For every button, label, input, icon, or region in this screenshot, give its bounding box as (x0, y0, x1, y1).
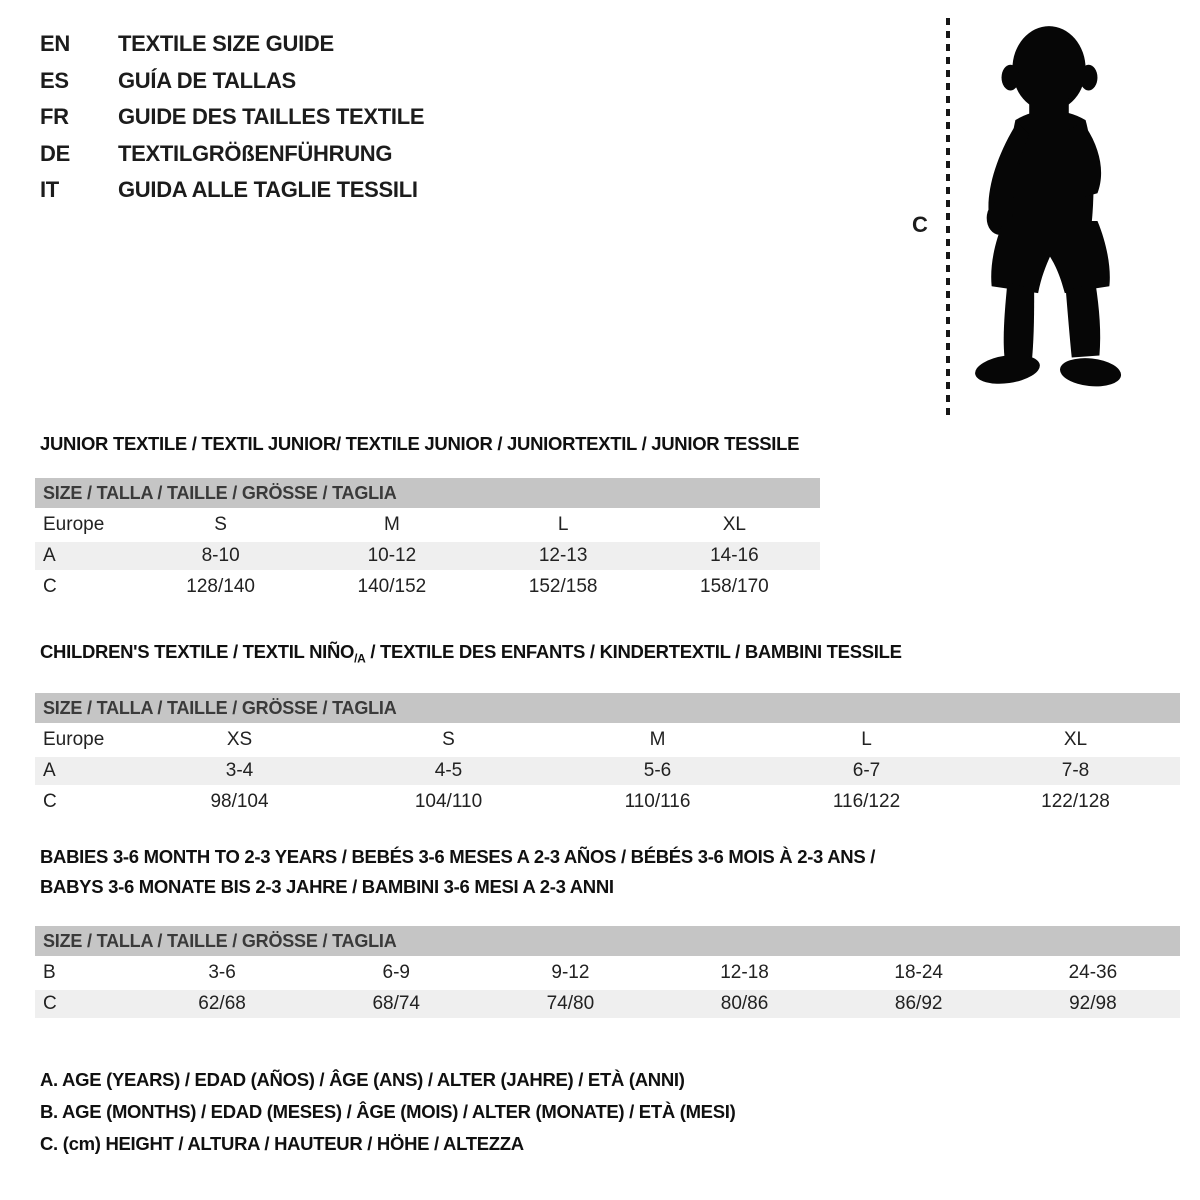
legend-line-a: A. AGE (YEARS) / EDAD (AÑOS) / ÂGE (ANS) / ALTER (JAHRE) / ETÀ (ANNI) (40, 1069, 685, 1090)
language-code: DE (40, 140, 70, 166)
height-cell: 122/128 (1041, 790, 1110, 812)
age-cell: 8-10 (135, 542, 306, 570)
height-dashed-line (946, 18, 950, 418)
height-cell: 98/104 (210, 790, 269, 812)
height-cell: 62/68 (135, 990, 309, 1018)
size-cell: S (214, 514, 227, 535)
legend (40, 1064, 735, 1160)
babies-size-table (35, 956, 1180, 1021)
size-cell: M (383, 514, 400, 535)
table-row-months (35, 959, 1180, 987)
size-cell: S (442, 728, 455, 750)
toddler-silhouette-icon (960, 20, 1138, 418)
table-row-age (35, 757, 1180, 785)
children-size-table (35, 723, 1180, 819)
junior-section (35, 432, 820, 604)
size-cell: XS (226, 728, 253, 750)
height-measure-label: C (912, 212, 928, 237)
language-row-it (40, 172, 424, 209)
age-cell: 14-16 (649, 542, 820, 570)
row-label: Europe (43, 728, 105, 750)
table-row-age (35, 542, 820, 570)
junior-size-header-bar: SIZE / TALLA / TAILLE / GRÖSSE / TAGLIA (35, 478, 820, 508)
title-line-1: BABIES 3-6 MONTH TO 2-3 YEARS / BEBÉS 3-6 MESES A 2-3 AÑOS / BÉBÉS 3-6 MOIS À 2-3 ANS / (40, 846, 876, 867)
children-size-header-bar: SIZE / TALLA / TAILLE / GRÖSSE / TAGLIA (35, 693, 1180, 723)
height-cell: 110/116 (624, 790, 691, 812)
table-row-height (35, 788, 1180, 816)
age-cell: 5-6 (553, 757, 762, 785)
language-label: TEXTILE SIZE GUIDE (118, 31, 334, 56)
height-cell: 140/152 (357, 576, 427, 597)
language-code: ES (40, 67, 69, 93)
title-text: CHILDREN'S TEXTILE / TEXTIL NIÑO (40, 641, 355, 662)
table-row-europe (35, 726, 1180, 754)
age-cell: 6-7 (762, 757, 971, 785)
legend-line-c: C. (cm) HEIGHT / ALTURA / HAUTEUR / HÖHE / ALTEZZA (40, 1133, 524, 1154)
row-label: Europe (43, 514, 105, 535)
row-label: C (43, 790, 57, 812)
children-section-title (35, 640, 1180, 671)
babies-section (35, 842, 1180, 1021)
age-cell: 4-5 (344, 757, 553, 785)
height-cell: 116/122 (832, 790, 901, 812)
row-label: A (35, 757, 135, 785)
months-cell: 18-24 (894, 962, 943, 983)
height-cell: 74/80 (483, 990, 657, 1018)
age-cell: 12-13 (478, 542, 649, 570)
size-cell: M (649, 728, 666, 750)
height-cell: 92/98 (1006, 990, 1180, 1018)
size-cell: XL (1063, 728, 1088, 750)
row-label: C (43, 576, 57, 597)
size-cell: L (861, 728, 872, 750)
age-cell: 7-8 (971, 757, 1180, 785)
title-line-2: BABYS 3-6 MONATE BIS 2-3 JAHRE / BAMBINI 3-6 MESI A 2-3 ANNI (40, 876, 614, 897)
junior-section-title: JUNIOR TEXTILE / TEXTIL JUNIOR/ TEXTILE JUNIOR / JUNIORTEXTIL / JUNIOR TESSILE (40, 433, 800, 454)
language-label: TEXTILGRÖßENFÜHRUNG (118, 140, 393, 166)
language-code: EN (40, 31, 70, 56)
children-section (35, 640, 1180, 819)
age-cell: 10-12 (306, 542, 477, 570)
height-cell: 80/86 (657, 990, 831, 1018)
row-label: B (43, 962, 56, 983)
title-text: / TEXTILE DES ENFANTS / KINDERTEXTIL / BAMBINI TESSILE (365, 641, 902, 662)
table-row-height (35, 573, 820, 601)
months-cell: 12-18 (720, 962, 769, 983)
row-label: C (35, 990, 135, 1018)
language-row-en (40, 26, 424, 63)
language-label: GUIDA ALLE TAGLIE TESSILI (118, 177, 418, 202)
table-row-europe (35, 511, 820, 539)
language-label: GUIDE DES TAILLES TEXTILE (118, 104, 425, 129)
title-subscript: /A (354, 651, 366, 666)
language-row-fr (40, 99, 424, 136)
months-cell: 3-6 (208, 962, 236, 983)
height-cell: 104/110 (414, 790, 483, 812)
babies-section-title (35, 842, 1180, 902)
language-code: FR (40, 104, 69, 129)
height-cell: 152/158 (528, 576, 598, 597)
months-cell: 24-36 (1068, 962, 1118, 983)
language-guide (40, 26, 424, 209)
months-cell: 9-12 (551, 962, 590, 983)
language-label: GUÍA DE TALLAS (118, 67, 296, 93)
babies-size-header-bar: SIZE / TALLA / TAILLE / GRÖSSE / TAGLIA (35, 926, 1180, 956)
size-cell: L (557, 514, 569, 535)
junior-size-table (35, 508, 820, 604)
height-cell: 68/74 (309, 990, 483, 1018)
legend-line-b: B. AGE (MONTHS) / EDAD (MESES) / ÂGE (MOIS) / ALTER (MONATE) / ETÀ (MESI) (40, 1101, 736, 1122)
height-cell: 158/170 (700, 576, 769, 597)
language-row-de (40, 136, 424, 173)
months-cell: 6-9 (382, 962, 410, 983)
height-cell: 86/92 (832, 990, 1006, 1018)
language-row-es (40, 63, 424, 100)
language-code: IT (40, 177, 59, 202)
height-cell: 128/140 (186, 576, 255, 597)
row-label: A (35, 542, 135, 570)
age-cell: 3-4 (135, 757, 344, 785)
size-cell: XL (722, 514, 746, 535)
table-row-height (35, 990, 1180, 1018)
